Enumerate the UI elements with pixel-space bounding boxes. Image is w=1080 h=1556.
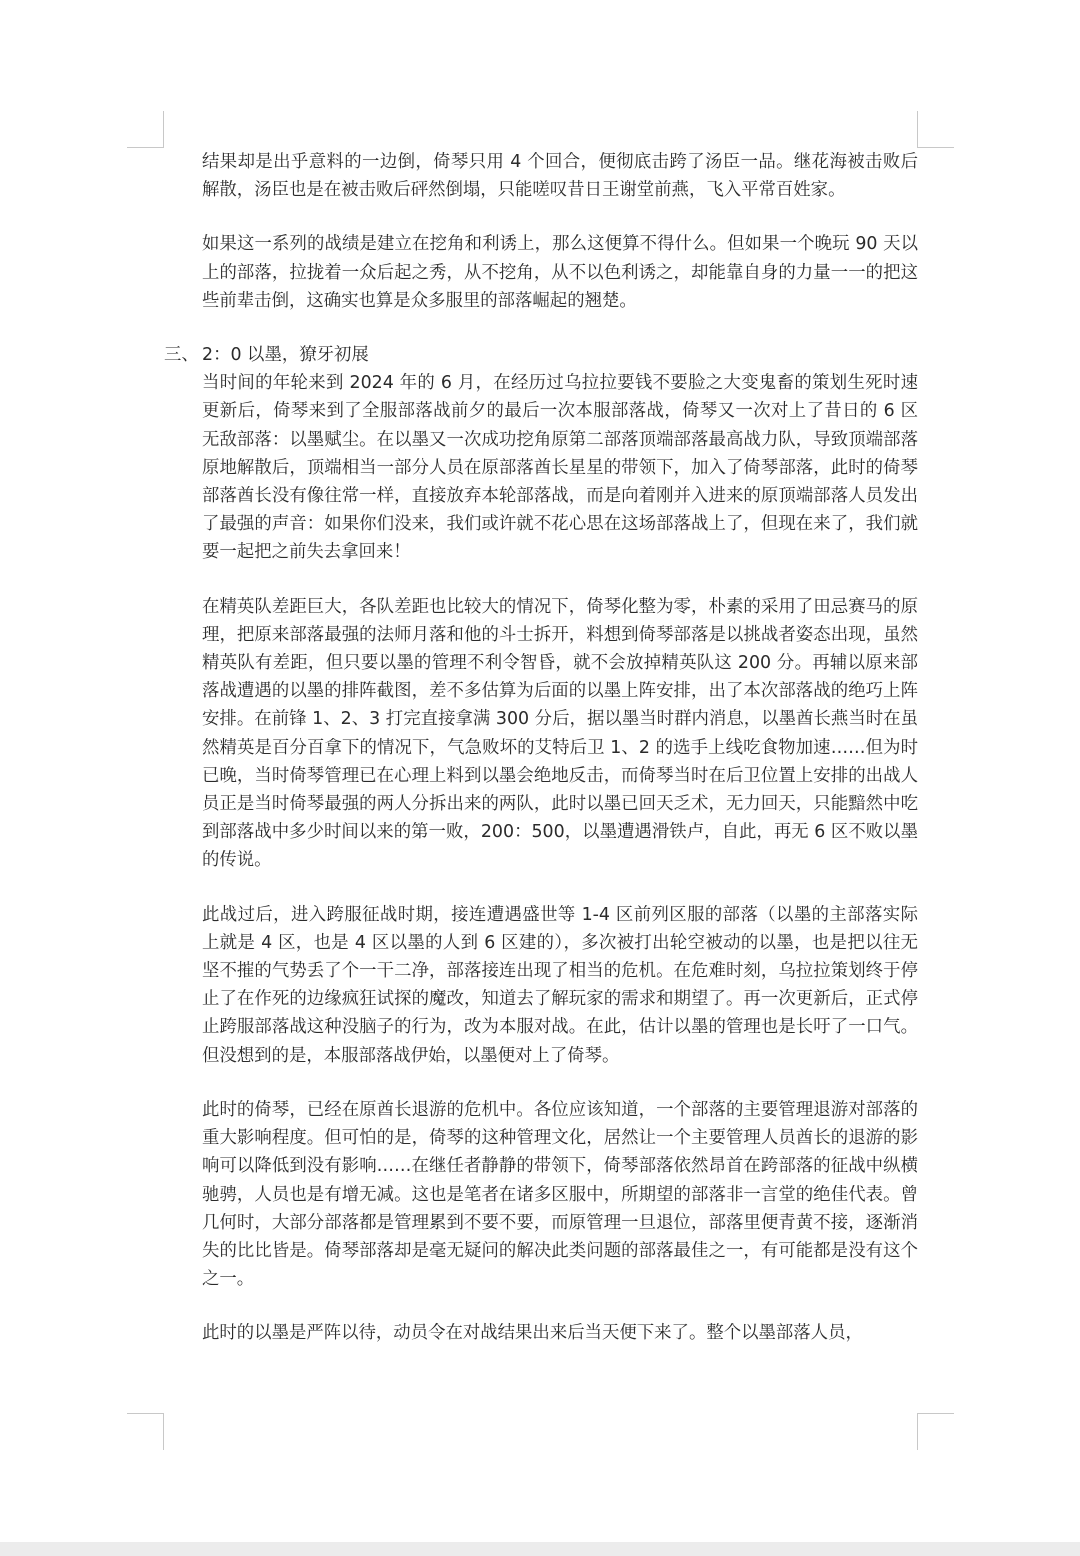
document-body[interactable]	[164, 148, 918, 1348]
paragraph: 如果这一系列的战绩是建立在挖角和利诱上，那么这便算不得什么。但如果一个晚玩 90 天以上的部落，拉拢着一众后起之秀，从不挖角，从不以色利诱之，却能靠自身的力量一一的把这些前辈击倒，这确实也算是众多服里的部落崛起的翘楚。	[202, 234, 918, 311]
paragraph: 此战过后，进入跨服征战时期，接连遭遇盛世等 1-4 区前列区服的部落（以墨的主部落实际上就是 4 区，也是 4 区以墨的人到 6 区建的），多次被打出轮空被动的以墨，也是把以往无坚不摧的气势丢了个一干二净，部落接连出现了相当的危机。在危难时刻，乌拉拉策划终于停止了在作死的边缘疯狂试探的魔改，知道去了解玩家的需求和期望了。再一次更新后，正式停止跨服部落战这种没脑子的行为，改为本服对战。在此，估计以墨的管理也是长吁了一口气。但没想到的是，本服部落战伊始，以墨便对上了倚琴。	[202, 904, 918, 1066]
paragraph: 此时的倚琴，已经在原酋长退游的危机中。各位应该知道，一个部落的主要管理退游对部落的重大影响程度。但可怕的是，倚琴的这种管理文化，居然让一个主要管理人员酋长的退游的影响可以降低到没有影响……在继任者静静的带领下，倚琴部落依然昂首在跨部落的征战中纵横驰骋，人员也是有增无减。这也是笔者在诸多区服中，所期望的部落非一言堂的绝佳代表。曾几何时，大部分部落都是管理累到不要不要，而原管理一旦退位，部落里便青黄不接，逐渐消失的比比皆是。倚琴部落却是毫无疑问的解决此类问题的部落最佳之一，有可能都是没有这个之一。	[202, 1099, 918, 1290]
margin-corner-top-right	[917, 111, 954, 148]
paragraph: 结果却是出乎意料的一边倒，倚琴只用 4 个回合，便彻底击跨了汤臣一品。继花海被击败后解散，汤臣也是在被击败后砰然倒塌，只能嗟叹昔日王谢堂前燕，飞入平常百姓家。	[202, 152, 918, 201]
section-heading	[164, 341, 918, 369]
paragraph: 在精英队差距巨大，各队差距也比较大的情况下，倚琴化整为零，朴素的采用了田忌赛马的原理，把原来部落最强的法师月落和他的斗士拆开，料想到倚琴部落是以挑战者姿态出现，虽然精英队有差距，但只要以墨的管理不利令智昏，就不会放掉精英队这 200 分。再辅以原来部落战遭遇的以墨的排阵截图，差不多估算为后面的以墨上阵安排，出了本次部落战的绝巧上阵安排。在前锋 1、2、3 打完直接拿满 300 分后，据以墨当时群内消息，以墨酋长燕当时在虽然精英是百分百拿下的情况下，气急败坏的艾特后卫 1、2 的选手上线吃食物加速……但为时已晚，当时倚琴管理已在心理上料到以墨会绝地反击，而倚琴当时在后卫位置上安排的出战人员正是当时倚琴最强的两人分拆出来的两队，此时以墨已回天乏术，无力回天，只能黯然中吃到部落战中多少时间以来的第一败，200：500，以墨遭遇滑铁卢，自此，再无 6 区不败以墨的传说。	[202, 596, 918, 871]
margin-corner-bottom-left	[127, 1413, 164, 1450]
margin-corner-top-left	[127, 111, 164, 148]
section-number: 三、	[164, 345, 199, 366]
section-title: 2：0 以墨，獠牙初展	[202, 345, 369, 366]
paragraph: 当时间的年轮来到 2024 年的 6 月，在经历过乌拉拉要钱不要脸之大变鬼畜的策划生死时速更新后，倚琴来到了全服部落战前夕的最后一次本服部落战，倚琴又一次对上了昔日的 6 区无敌部落：以墨赋尘。在以墨又一次成功挖角原第二部落顶端部落最高战力队，导致顶端部落原地解散后，顶端相当一部分人员在原部落酋长星星的带领下，加入了倚琴部落，此时的倚琴部落酋长没有像往常一样，直接放弃本轮部落战，而是向着刚并入进来的原顶端部落人员发出了最强的声音：如果你们没来，我们或许就不花心思在这场部落战上了，但现在来了，我们就要一起把之前失去拿回来！	[202, 373, 918, 563]
page-bottom-edge	[0, 1542, 1080, 1556]
paragraph: 此时的以墨是严阵以待，动员令在对战结果出来后当天便下来了。整个以墨部落人员，	[202, 1323, 863, 1344]
margin-corner-bottom-right	[917, 1413, 954, 1450]
